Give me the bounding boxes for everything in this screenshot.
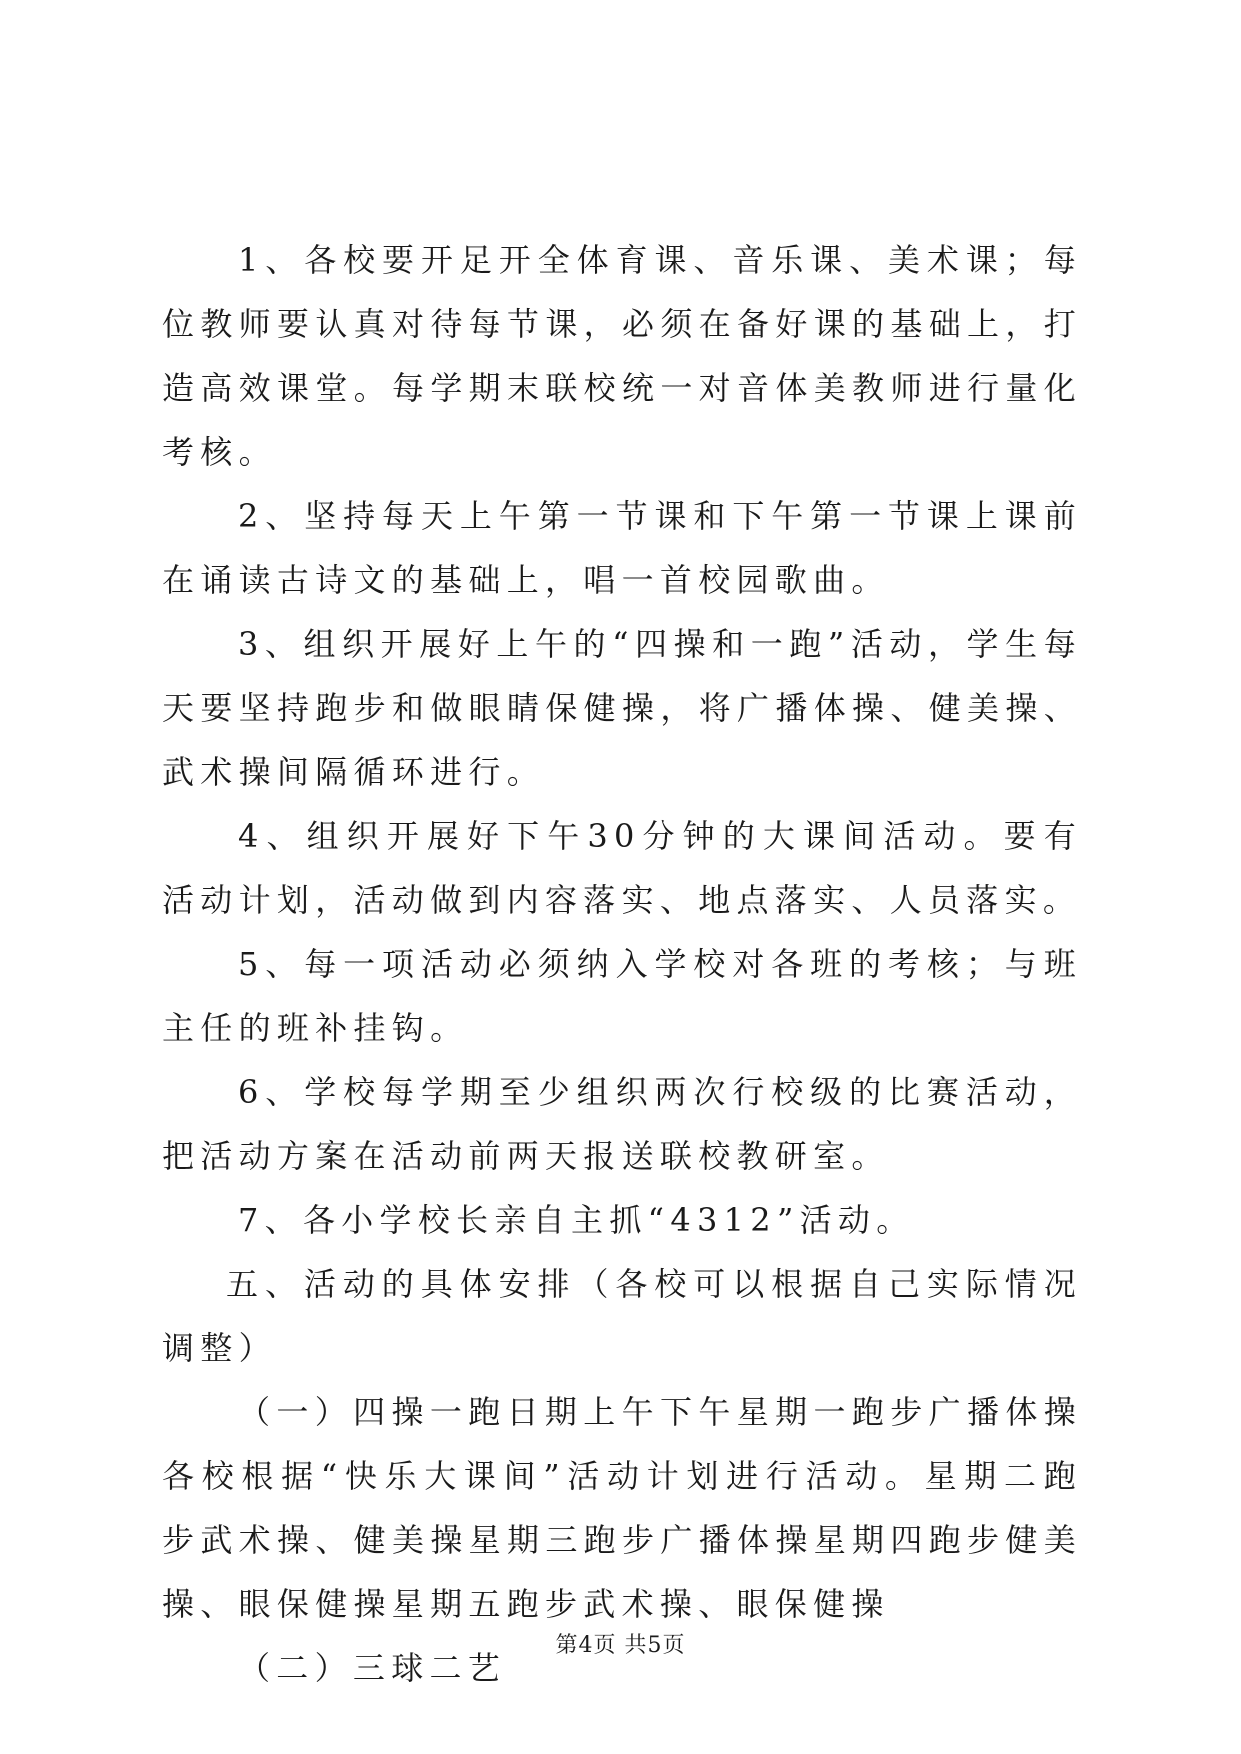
- subsection-2: （二）三球二艺: [238, 1649, 507, 1687]
- paragraph-item-6: 6、学校每学期至少组织两次行校级的比赛活动，把活动方案在活动前两天报送联校教研室。: [162, 1073, 1082, 1175]
- section-heading-5: 五、活动的具体安排（各校可以根据自己实际情况调整）: [162, 1265, 1082, 1367]
- paragraph-item-5: 5、每一项活动必须纳入学校对各班的考核；与班主任的班补挂钩。: [162, 945, 1082, 1047]
- page-footer: 第4页 共5页: [555, 1633, 686, 1658]
- subsection-1: （一）四操一跑日期上午下午星期一跑步广播体操各校根据“快乐大课间”活动计划进行活动。星期二跑步武术操、健美操星期三跑步广播体操星期四跑步健美操、眼保健操星期五跑步武术操、眼保健操: [162, 1393, 1082, 1623]
- paragraph-item-2: 2、坚持每天上午第一节课和下午第一节课上课前在诵读古诗文的基础上，唱一首校园歌曲。: [162, 497, 1082, 599]
- document-body: [162, 228, 1082, 1700]
- paragraph-item-4: 4、组织开展好下午30分钟的大课间活动。要有活动计划，活动做到内容落实、地点落实、人员落实。: [162, 817, 1082, 919]
- paragraph-item-7: 7、各小学校长亲自主抓“4312”活动。: [238, 1201, 915, 1239]
- paragraph-item-1: 1、各校要开足开全体育课、音乐课、美术课；每位教师要认真对待每节课，必须在备好课的基础上，打造高效课堂。每学期末联校统一对音体美教师进行量化考核。: [162, 241, 1082, 471]
- paragraph-item-3: 3、组织开展好上午的“四操和一跑”活动，学生每天要坚持跑步和做眼睛保健操，将广播体操、健美操、武术操间隔循环进行。: [162, 625, 1082, 791]
